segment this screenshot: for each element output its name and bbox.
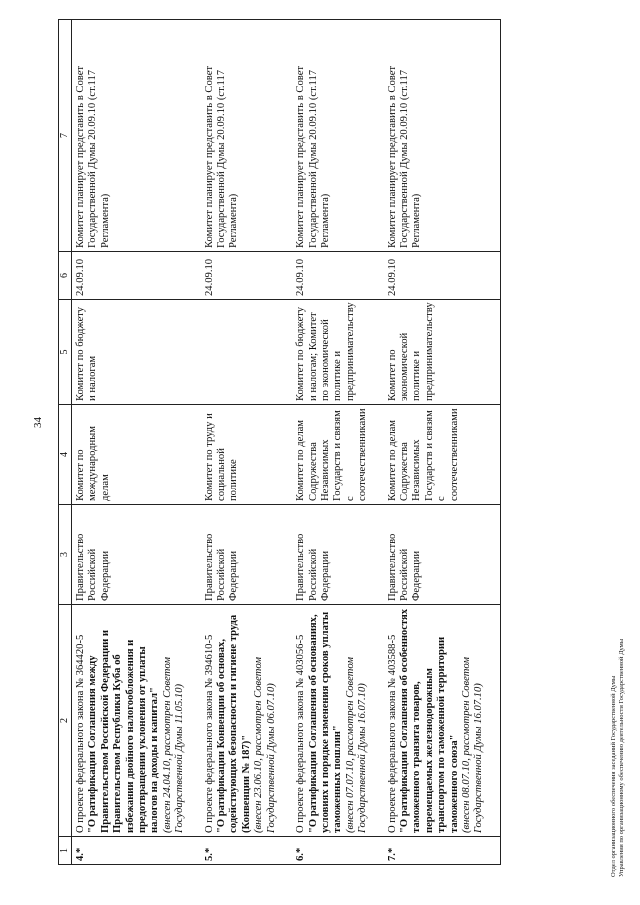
remark-cell: Комитет планирует представить в Совет Государственной Думы 20.09.10 (ст.117 Регламента) bbox=[201, 20, 292, 252]
author-cell: Правительство Российской Федерации bbox=[292, 505, 383, 605]
bill-cell bbox=[201, 605, 292, 837]
bill-title: О проекте федерального закона № 364420-5 bbox=[75, 634, 86, 833]
bill-cell bbox=[384, 605, 501, 837]
column-header: 1 bbox=[59, 837, 72, 865]
author-cell: Правительство Российской Федерации bbox=[384, 505, 501, 605]
bill-cell bbox=[72, 605, 201, 837]
co-committee-cell: Комитет по экономической политике и предпринимательству bbox=[384, 300, 501, 405]
footer-line: Отдел организационного обеспечения заседаний Государственной Думы bbox=[610, 675, 617, 877]
table-row bbox=[384, 20, 501, 865]
remark-cell: Комитет планирует представить в Совет Государственной Думы 20.09.10 (ст.117 Регламента) bbox=[384, 20, 501, 252]
date-cell: 24.09.10 bbox=[384, 252, 501, 300]
bill-note: (внесен 24.04.10, рассмотрен Советом Государственной Думы 11.05.10) bbox=[161, 657, 186, 833]
footer-line: Управления по организационному обеспечению деятельности Государственной Думы bbox=[618, 638, 625, 877]
bill-title: О проекте федерального закона № 394610-5 bbox=[203, 634, 215, 833]
co-committee-cell: Комитет по бюджету и налогам; Комитет по экономической политике и предпринимательству bbox=[292, 300, 383, 405]
bill-note: (внесен 07.07.10, рассмотрен Советом Государственной Думы 16.07.10) bbox=[344, 657, 369, 833]
column-header: 5 bbox=[59, 300, 72, 405]
bill-cell bbox=[292, 605, 383, 837]
bill-name: "О ратификации Соглашения об особенностях таможенного транзита товаров, перемещаемых железнодорожным транспортом по таможенной территории таможенного союза" bbox=[398, 608, 460, 833]
column-header: 3 bbox=[59, 505, 72, 605]
bill-note: (внесен 08.07.10, рассмотрен Советом Государственной Думы 16.07.10) bbox=[460, 657, 485, 833]
column-header-row bbox=[59, 20, 72, 865]
co-committee-cell: Комитет по бюджету и налогам bbox=[72, 300, 201, 405]
committee-cell: Комитет по делам Содружества Независимых Государств и связям с соотечественниками bbox=[384, 405, 501, 505]
column-header: 2 bbox=[59, 605, 72, 837]
co-committee-cell bbox=[201, 300, 292, 405]
author-cell: Правительство Российской Федерации bbox=[72, 505, 201, 605]
committee-cell: Комитет по труду и социальной политике bbox=[201, 405, 292, 505]
page-number: 34 bbox=[32, 417, 44, 428]
row-number: 5.* bbox=[201, 837, 292, 865]
remark-cell: Комитет планирует представить в Совет Государственной Думы 20.09.10 (ст.117 Регламента) bbox=[72, 20, 201, 252]
committee-cell: Комитет по международным делам bbox=[72, 405, 201, 505]
date-cell: 24.09.10 bbox=[72, 252, 201, 300]
committee-cell: Комитет по делам Содружества Независимых Государств и связям с соотечественниками bbox=[292, 405, 383, 505]
author-cell: Правительство Российской Федерации bbox=[201, 505, 292, 605]
row-number: 4.* bbox=[72, 837, 201, 865]
agenda-table bbox=[58, 19, 501, 865]
date-cell: 24.09.10 bbox=[292, 252, 383, 300]
bill-title: О проекте федерального закона № 403588-5 bbox=[386, 634, 398, 833]
bill-note: (внесен 23.06.10, рассмотрен Советом Государственной Думы 06.07.10) bbox=[253, 657, 277, 833]
table-row bbox=[201, 20, 292, 865]
bill-name: "О ратификации Соглашения об основаниях, условиях и порядке изменения сроков уплаты таможенных пошлин" bbox=[307, 611, 344, 833]
column-header: 7 bbox=[59, 20, 72, 252]
bill-name: "О ратификации Конвенции об основах, содействующих безопасности и гигиене труда (Конвенции № 187)" bbox=[216, 614, 252, 833]
bill-name: "О ратификации Соглашения между Правительством Российской Федерации и Правительством Республики Куба об избежании двойного налогообложения и предотвращении уклонения от уплаты налогов на доходы и капитал" bbox=[87, 629, 161, 833]
row-number: 7.* bbox=[384, 837, 501, 865]
column-header: 6 bbox=[59, 252, 72, 300]
row-number: 6.* bbox=[292, 837, 383, 865]
remark-cell: Комитет планирует представить в Совет Государственной Думы 20.09.10 (ст.117 Регламента) bbox=[292, 20, 383, 252]
bill-title: О проекте федерального закона № 403056-5 bbox=[295, 634, 307, 833]
table-row bbox=[72, 20, 201, 865]
column-header: 4 bbox=[59, 405, 72, 505]
table-row bbox=[292, 20, 383, 865]
date-cell: 24.09.10 bbox=[201, 252, 292, 300]
footer bbox=[610, 639, 626, 877]
